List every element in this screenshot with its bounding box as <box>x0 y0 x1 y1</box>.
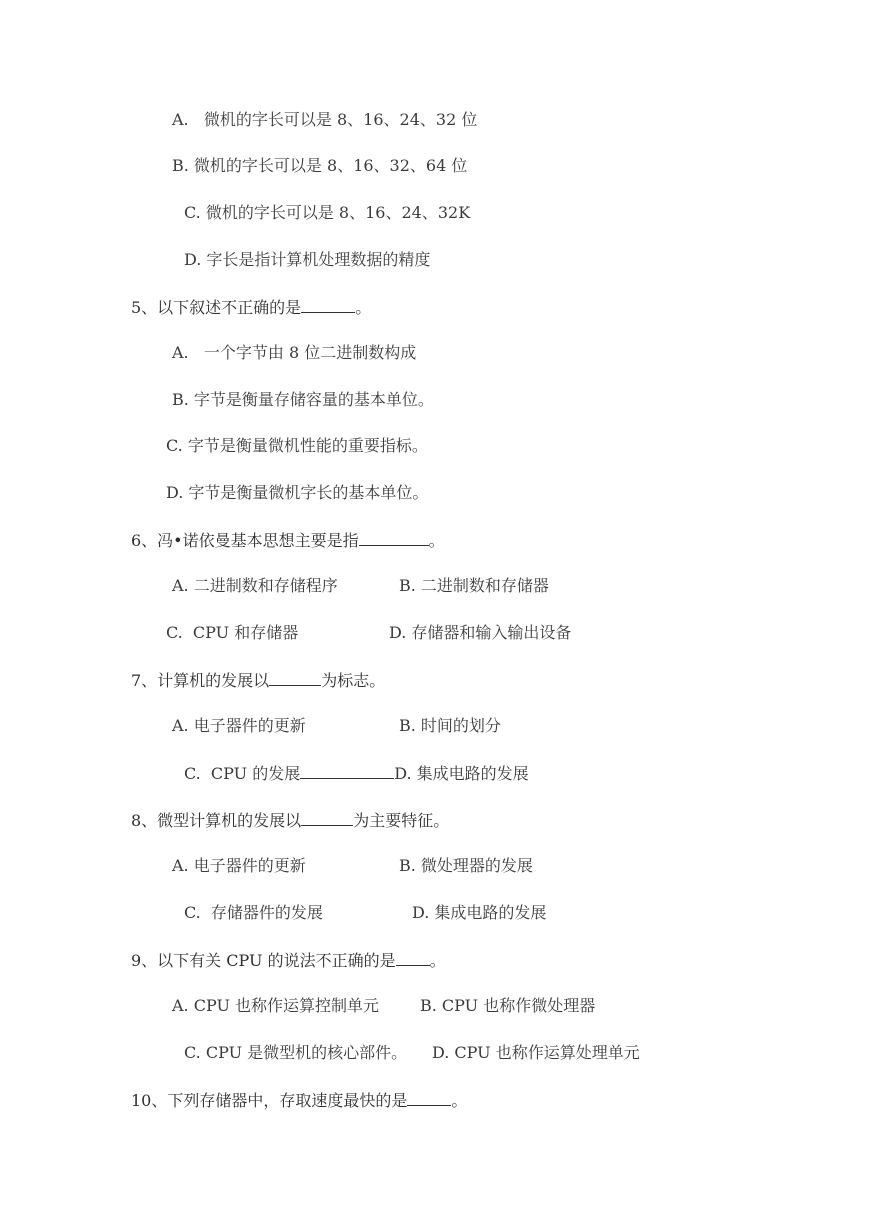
option-b: B. 微机的字长可以是 8、16、32、64 位 <box>172 156 468 175</box>
answer-blank <box>301 297 355 313</box>
answer-blank <box>396 950 430 966</box>
q7-option-c-d <box>184 763 529 784</box>
q6-option-c: C. CPU 和存储器 <box>166 623 299 642</box>
q7-option-a: A. 电子器件的更新 <box>172 716 306 735</box>
q5-option-b: B. 字节是衡量存储容量的基本单位。 <box>172 390 434 409</box>
answer-blank <box>359 530 429 546</box>
question-9-end: 。 <box>429 951 446 970</box>
q7-option-b: B. 时间的划分 <box>399 716 501 735</box>
answer-blank <box>269 670 321 686</box>
question-8 <box>131 810 449 831</box>
q5-option-a: A. 一个字节由 8 位二进制数构成 <box>172 343 417 362</box>
option-c: C. 微机的字长可以是 8、16、24、32K <box>184 203 471 222</box>
question-6-text: 6、冯•诺依曼基本思想主要是指 <box>131 531 359 550</box>
q6-option-b: B. 二进制数和存储器 <box>399 576 549 595</box>
question-7 <box>131 670 385 691</box>
question-6 <box>131 530 445 551</box>
option-a: A. 微机的字长可以是 8、16、24、32 位 <box>172 110 478 129</box>
answer-blank <box>301 810 353 826</box>
q5-option-d: D. 字节是衡量微机字长的基本单位。 <box>166 483 429 502</box>
q7-option-c: C. CPU 的发展 <box>184 764 301 783</box>
q8-option-b: B. 微处理器的发展 <box>399 856 533 875</box>
question-5-text: 5、以下叙述不正确的是 <box>131 298 302 317</box>
question-6-end: 。 <box>428 531 445 550</box>
q9-option-d: D. CPU 也称作运算处理单元 <box>432 1043 640 1062</box>
q6-option-a: A. 二进制数和存储程序 <box>172 576 338 595</box>
question-5-end: 。 <box>355 298 372 317</box>
underline <box>300 763 394 779</box>
question-10-text: 10、下列存储器中，存取速度最快的是 <box>131 1091 408 1110</box>
q7-option-d: D. 集成电路的发展 <box>394 764 529 783</box>
question-7-end: 为标志。 <box>321 671 386 690</box>
question-7-text: 7、计算机的发展以 <box>131 671 270 690</box>
q6-option-d: D. 存储器和输入输出设备 <box>389 623 572 642</box>
question-9 <box>131 950 446 971</box>
q9-option-b: B. CPU 也称作微处理器 <box>420 996 596 1015</box>
q8-option-d: D. 集成电路的发展 <box>412 903 547 922</box>
question-9-text: 9、以下有关 CPU 的说法不正确的是 <box>131 951 396 970</box>
question-10-end: 。 <box>451 1091 468 1110</box>
question-8-text: 8、微型计算机的发展以 <box>131 811 302 830</box>
q9-option-a: A. CPU 也称作运算控制单元 <box>172 996 380 1015</box>
q8-option-c: C. 存储器件的发展 <box>184 903 323 922</box>
q8-option-a: A. 电子器件的更新 <box>172 856 306 875</box>
option-d: D. 字长是指计算机处理数据的精度 <box>184 250 431 269</box>
question-5 <box>131 297 371 318</box>
q5-option-c: C. 字节是衡量微机性能的重要指标。 <box>166 436 428 455</box>
q9-option-c: C. CPU 是微型机的核心部件。 <box>184 1043 408 1062</box>
answer-blank <box>407 1090 451 1106</box>
question-10 <box>131 1090 467 1111</box>
question-8-end: 为主要特征。 <box>353 811 450 830</box>
